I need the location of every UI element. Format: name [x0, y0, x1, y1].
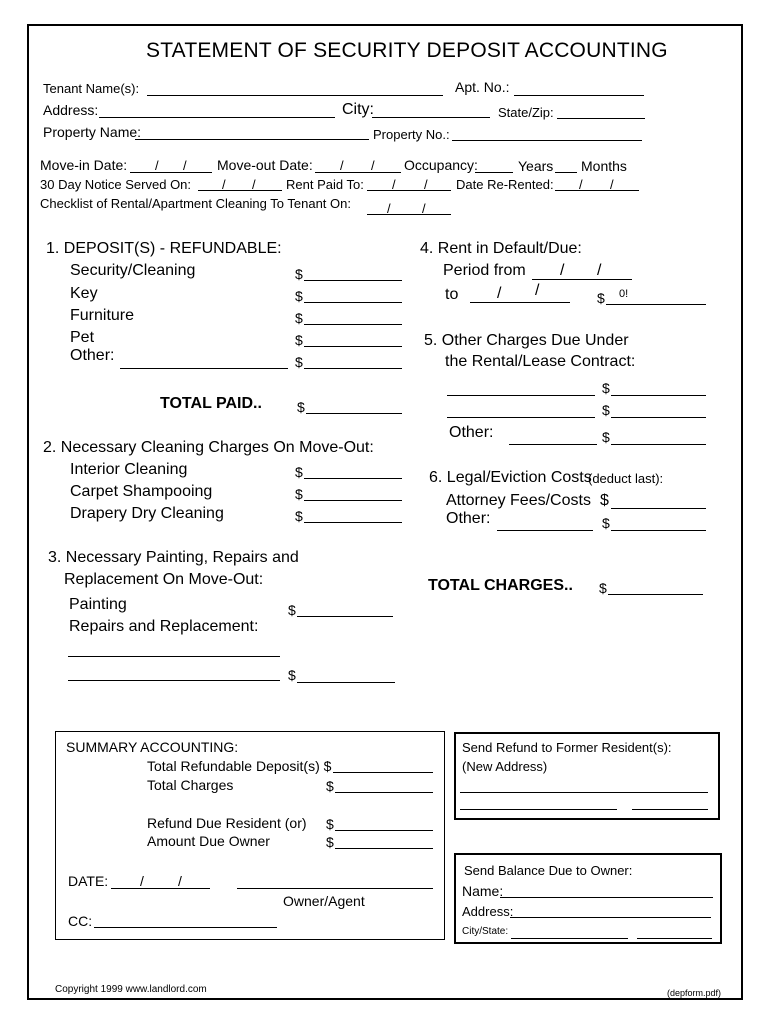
- other-charge-3-description[interactable]: [509, 444, 597, 445]
- amount-due-owner-amount[interactable]: [335, 848, 433, 849]
- pet-amount[interactable]: [304, 346, 402, 347]
- tenant-names-line[interactable]: [147, 95, 443, 96]
- other-charge-3-amount[interactable]: [611, 444, 706, 445]
- section3-heading-line2: Replacement On Move-Out:: [64, 571, 264, 588]
- section5-heading-line1: 5. Other Charges Due Under: [424, 332, 629, 349]
- address-label: Address:: [43, 102, 99, 118]
- balance-name-label: Name:: [462, 883, 504, 899]
- property-name-line[interactable]: [135, 139, 369, 140]
- dollar-sign: $: [599, 580, 607, 596]
- state-zip-label: State/Zip:: [498, 105, 554, 120]
- dollar-sign: $: [288, 602, 296, 618]
- total-refundable-amount[interactable]: [333, 772, 433, 773]
- summary-heading: SUMMARY ACCOUNTING:: [66, 739, 239, 755]
- move-in-slash-2: /: [183, 158, 187, 173]
- repairs-replacement-label: Repairs and Replacement:: [69, 618, 259, 635]
- repairs-description-line-2[interactable]: [68, 680, 280, 681]
- state-zip-line[interactable]: [557, 118, 645, 119]
- notice-slash-2: /: [252, 177, 256, 192]
- drapery-dry-cleaning-amount[interactable]: [304, 522, 402, 523]
- total-charges-label: TOTAL CHARGES..: [428, 577, 573, 594]
- city-label: City:: [342, 101, 374, 118]
- attorney-fees-label: Attorney Fees/Costs: [446, 492, 591, 509]
- city-line[interactable]: [372, 117, 490, 118]
- checklist-date-line[interactable]: [367, 214, 451, 215]
- move-in-label: Move-in Date:: [40, 157, 128, 173]
- rent-due-amount[interactable]: [606, 304, 706, 305]
- move-out-slash-1: /: [340, 158, 344, 173]
- repairs-description-line-1[interactable]: [68, 656, 280, 657]
- period-from-date-line[interactable]: [532, 279, 632, 280]
- dollar-sign: $: [602, 429, 610, 445]
- dollar-sign: $: [295, 332, 303, 348]
- copyright: Copyright 1999 www.landlord.com: [55, 984, 207, 995]
- tenant-names-label: Tenant Name(s):: [43, 81, 140, 96]
- apt-no-label: Apt. No.:: [455, 79, 510, 95]
- interior-cleaning-amount[interactable]: [304, 478, 402, 479]
- other-label: Other:: [70, 347, 115, 364]
- dollar-sign: $: [295, 464, 303, 480]
- total-paid-amount[interactable]: [306, 413, 402, 414]
- move-out-date-line[interactable]: [315, 172, 401, 173]
- new-address-label: (New Address): [462, 759, 548, 774]
- dollar-sign: $: [600, 492, 609, 509]
- balance-address-label: Address:: [462, 904, 514, 919]
- carpet-shampooing-amount[interactable]: [304, 500, 402, 501]
- pet-label: Pet: [70, 329, 95, 346]
- painting-amount[interactable]: [297, 616, 393, 617]
- section3-heading-line1: 3. Necessary Painting, Repairs and: [48, 549, 299, 566]
- dollar-sign: $: [602, 515, 610, 531]
- occupancy-years-line[interactable]: [475, 172, 513, 173]
- property-no-line[interactable]: [452, 140, 642, 141]
- other-charge-2-amount[interactable]: [611, 417, 706, 418]
- move-out-slash-2: /: [371, 158, 375, 173]
- rent-paid-slash-2: /: [424, 177, 428, 192]
- date-rerented-slash-2: /: [610, 177, 614, 192]
- dollar-sign: $: [295, 288, 303, 304]
- period-from-slash-2: /: [597, 262, 602, 279]
- furniture-label: Furniture: [70, 307, 135, 324]
- dollar-sign: $: [326, 834, 334, 850]
- other-charge-1-amount[interactable]: [611, 395, 706, 396]
- owner-agent-signature-line[interactable]: [237, 888, 433, 889]
- cc-line[interactable]: [94, 927, 277, 928]
- checklist-slash-2: /: [422, 201, 426, 216]
- dollar-sign: $: [602, 380, 610, 396]
- handwritten-mark: 0!: [619, 288, 629, 300]
- section6-note: (deduct last):: [588, 471, 664, 486]
- rent-paid-line[interactable]: [367, 190, 451, 191]
- summary-date-line[interactable]: [111, 888, 210, 889]
- attorney-fees-amount[interactable]: [611, 508, 706, 509]
- other-charge-2-description[interactable]: [447, 417, 595, 418]
- period-from-label: Period from: [443, 262, 526, 279]
- legal-other-amount[interactable]: [611, 530, 706, 531]
- other-charge-3-label: Other:: [449, 424, 494, 441]
- furniture-amount[interactable]: [304, 324, 402, 325]
- checklist-label: Checklist of Rental/Apartment Cleaning To Tenant On:: [40, 196, 351, 211]
- legal-other-description[interactable]: [497, 530, 593, 531]
- occupancy-label: Occupancy:: [404, 157, 478, 173]
- security-cleaning-amount[interactable]: [304, 280, 402, 281]
- dollar-sign: $: [326, 778, 334, 794]
- summary-date-slash-2: /: [178, 873, 182, 889]
- cc-label: CC:: [68, 913, 93, 929]
- dollar-sign: $: [602, 402, 610, 418]
- move-out-label: Move-out Date:: [217, 157, 313, 173]
- property-no-label: Property No.:: [373, 127, 450, 142]
- notice-slash-1: /: [222, 177, 226, 192]
- dollar-sign: $: [288, 667, 296, 683]
- section6-heading: 6. Legal/Eviction Costs: [429, 469, 592, 486]
- dollar-sign: $: [295, 354, 303, 370]
- balance-city-state-line[interactable]: [511, 938, 628, 939]
- balance-heading: Send Balance Due to Owner:: [464, 863, 633, 878]
- refund-address-line-2[interactable]: [460, 809, 617, 810]
- date-rerented-slash-1: /: [579, 177, 583, 192]
- drapery-dry-cleaning-label: Drapery Dry Cleaning: [70, 505, 224, 522]
- dollar-sign: $: [326, 816, 334, 832]
- occupancy-months-line[interactable]: [555, 172, 577, 173]
- owner-agent-label: Owner/Agent: [283, 893, 365, 909]
- date-label: DATE:: [68, 873, 109, 889]
- section2-heading: 2. Necessary Cleaning Charges On Move-Out:: [43, 439, 374, 456]
- form-title: STATEMENT OF SECURITY DEPOSIT ACCOUNTING: [146, 39, 668, 62]
- total-paid-label: TOTAL PAID..: [160, 395, 262, 412]
- refund-due-label: Refund Due Resident (or): [147, 815, 307, 831]
- balance-name-line[interactable]: [500, 897, 713, 898]
- address-line[interactable]: [99, 117, 335, 118]
- property-name-label: Property Name:: [43, 124, 142, 140]
- rent-paid-label: Rent Paid To:: [286, 177, 364, 192]
- dollar-sign: $: [295, 266, 303, 282]
- period-to-slash-2: /: [535, 282, 540, 299]
- section5-heading-line2: the Rental/Lease Contract:: [445, 353, 636, 370]
- total-charges-amount[interactable]: [608, 594, 703, 595]
- total-refundable-label: Total Refundable Deposit(s) $: [147, 758, 332, 774]
- dollar-sign: $: [295, 310, 303, 326]
- other-description-line[interactable]: [120, 368, 288, 369]
- legal-other-label: Other:: [446, 510, 491, 527]
- dollar-sign: $: [295, 486, 303, 502]
- refund-address-zip-line[interactable]: [632, 809, 708, 810]
- rent-paid-slash-1: /: [392, 177, 396, 192]
- interior-cleaning-label: Interior Cleaning: [70, 461, 188, 478]
- other-charge-1-description[interactable]: [447, 395, 595, 396]
- other-amount[interactable]: [304, 368, 402, 369]
- key-amount[interactable]: [304, 302, 402, 303]
- form-filename: (depform.pdf): [667, 988, 722, 998]
- period-to-date-line[interactable]: [470, 302, 570, 303]
- move-in-date-line[interactable]: [130, 172, 212, 173]
- period-to-slash-1: /: [497, 285, 502, 302]
- balance-zip-line[interactable]: [637, 938, 712, 939]
- section4-heading: 4. Rent in Default/Due:: [420, 240, 582, 257]
- refund-address-line-1[interactable]: [460, 792, 708, 793]
- dollar-sign: $: [597, 290, 605, 306]
- refund-heading: Send Refund to Former Resident(s):: [462, 740, 672, 755]
- summary-total-charges-label: Total Charges: [147, 777, 234, 793]
- notice-label: 30 Day Notice Served On:: [40, 177, 192, 192]
- period-from-slash-1: /: [560, 262, 565, 279]
- security-cleaning-label: Security/Cleaning: [70, 262, 196, 279]
- months-label: Months: [581, 158, 627, 174]
- dollar-sign: $: [295, 508, 303, 524]
- painting-label: Painting: [69, 596, 127, 613]
- refund-due-amount[interactable]: [335, 830, 433, 831]
- balance-address-line[interactable]: [510, 917, 711, 918]
- date-rerented-label: Date Re-Rented:: [456, 177, 554, 192]
- summary-date-slash-1: /: [140, 873, 144, 889]
- move-in-slash-1: /: [155, 158, 159, 173]
- date-rerented-line[interactable]: [555, 190, 639, 191]
- checklist-slash-1: /: [387, 201, 391, 216]
- section1-heading: 1. DEPOSIT(S) - REFUNDABLE:: [46, 240, 282, 257]
- amount-due-owner-label: Amount Due Owner: [147, 833, 270, 849]
- repairs-amount[interactable]: [297, 682, 395, 683]
- carpet-shampooing-label: Carpet Shampooing: [70, 483, 213, 500]
- apt-no-line[interactable]: [514, 95, 644, 96]
- years-label: Years: [518, 158, 554, 174]
- balance-city-state-label: City/State:: [462, 926, 509, 937]
- dollar-sign: $: [297, 399, 305, 415]
- period-to-label: to: [445, 286, 459, 303]
- key-label: Key: [70, 285, 98, 302]
- summary-total-charges-amount[interactable]: [335, 792, 433, 793]
- notice-date-line[interactable]: [198, 190, 282, 191]
